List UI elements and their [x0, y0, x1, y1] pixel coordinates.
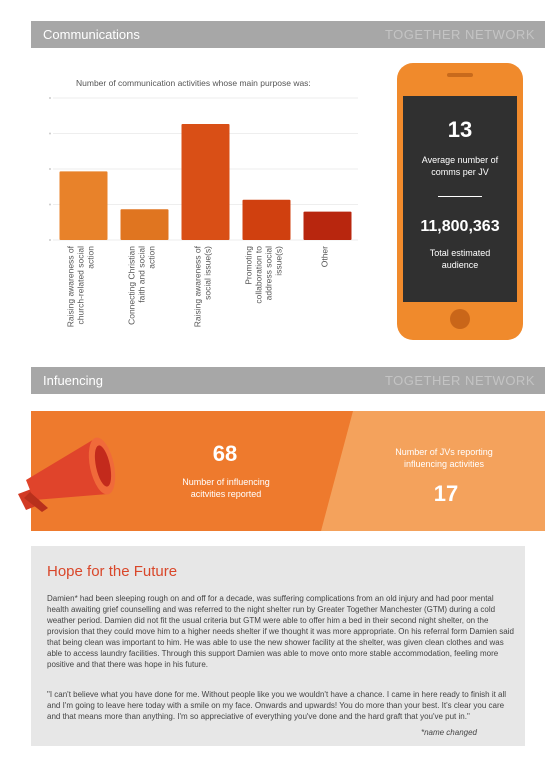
phone-home-button	[450, 309, 470, 329]
influencing-activities-label: Number of influencing acitvities reported	[182, 477, 270, 499]
story-quote: "I can't believe what you have done for me. Without people like you we wouldn't have a chance. I came in here ready to finish it all and I'm going to leave here today with a smile on my face. Onwards and upwards! You do more than your best. It's clear you care and that means more than anything. I'm so appreciative of everything you've done and the hard graft that you've put in."	[47, 690, 507, 721]
communications-bar-chart	[40, 70, 370, 360]
avg-comms-label: Average number of comms per JV	[421, 155, 499, 177]
x-tick-label: Other	[319, 246, 330, 268]
story-footnote: *name changed	[420, 728, 477, 737]
jvs-reporting-value: 17	[433, 481, 459, 506]
bar	[182, 124, 230, 240]
y-tick-mark	[49, 204, 51, 206]
divider	[438, 196, 482, 197]
x-tick-label: Promotingcollaboration toaddress socialissue(s)	[243, 246, 284, 304]
x-tick-label: Raising awareness ofchurch-related socialaction	[65, 246, 96, 328]
y-tick-mark	[49, 239, 51, 241]
bar	[304, 212, 352, 240]
bar	[60, 171, 108, 240]
y-tick-mark	[49, 168, 51, 170]
section-title: Infuencing	[43, 373, 103, 388]
bar	[243, 200, 291, 240]
brand-watermark: TOGETHER NETWORK	[384, 27, 535, 42]
y-tick-mark	[49, 97, 51, 99]
influencing-header	[31, 367, 545, 394]
audience-label: Total estimated audience	[429, 248, 491, 270]
y-tick-mark	[49, 133, 51, 135]
phone-screen	[403, 96, 517, 302]
phone-speaker	[447, 73, 473, 77]
phone-graphic	[397, 63, 523, 340]
avg-comms-value: 13	[447, 117, 473, 142]
x-tick-label: Raising awareness ofsocial issue(s)	[192, 246, 213, 328]
influencing-activities-value: 68	[212, 441, 238, 466]
jvs-reporting-label: Number of JVs reporting influencing activities	[395, 447, 493, 469]
chart-title: Number of communication activities whose main purpose was:	[76, 78, 311, 88]
section-title: Communications	[43, 27, 140, 42]
megaphone-icon	[8, 422, 123, 517]
story-heading: Hope for the Future	[47, 563, 178, 580]
brand-watermark: TOGETHER NETWORK	[384, 373, 535, 388]
story-paragraph: Damien* had been sleeping rough on and off for a decade, was suffering complications from an old injury and had poor mental health awaiting grief counselling and was referred to the night shelter run by Greater Together Manchester (GTM) during a cold weather period. Damien did not fit the usual criteria but GTM were able to offer him a bed in their second night shelter, on the provision that they could move him to a higher needs shelter if we thought it was more appropriate. On his referral form Damien said that being clean was important to him. He was able to use the new shower facility at the shelter, was given clean clothes and was able to access laundry facilities. Through this support Damien was able to move onto more stable accommodation, feeling more positive and that there was hope in his future.	[47, 594, 514, 669]
story-box	[31, 546, 525, 746]
bar	[121, 209, 169, 240]
x-tick-label: Connecting Christianfaith and socialaction	[126, 246, 157, 325]
audience-value: 11,800,363	[420, 218, 500, 235]
communications-header	[31, 21, 545, 48]
